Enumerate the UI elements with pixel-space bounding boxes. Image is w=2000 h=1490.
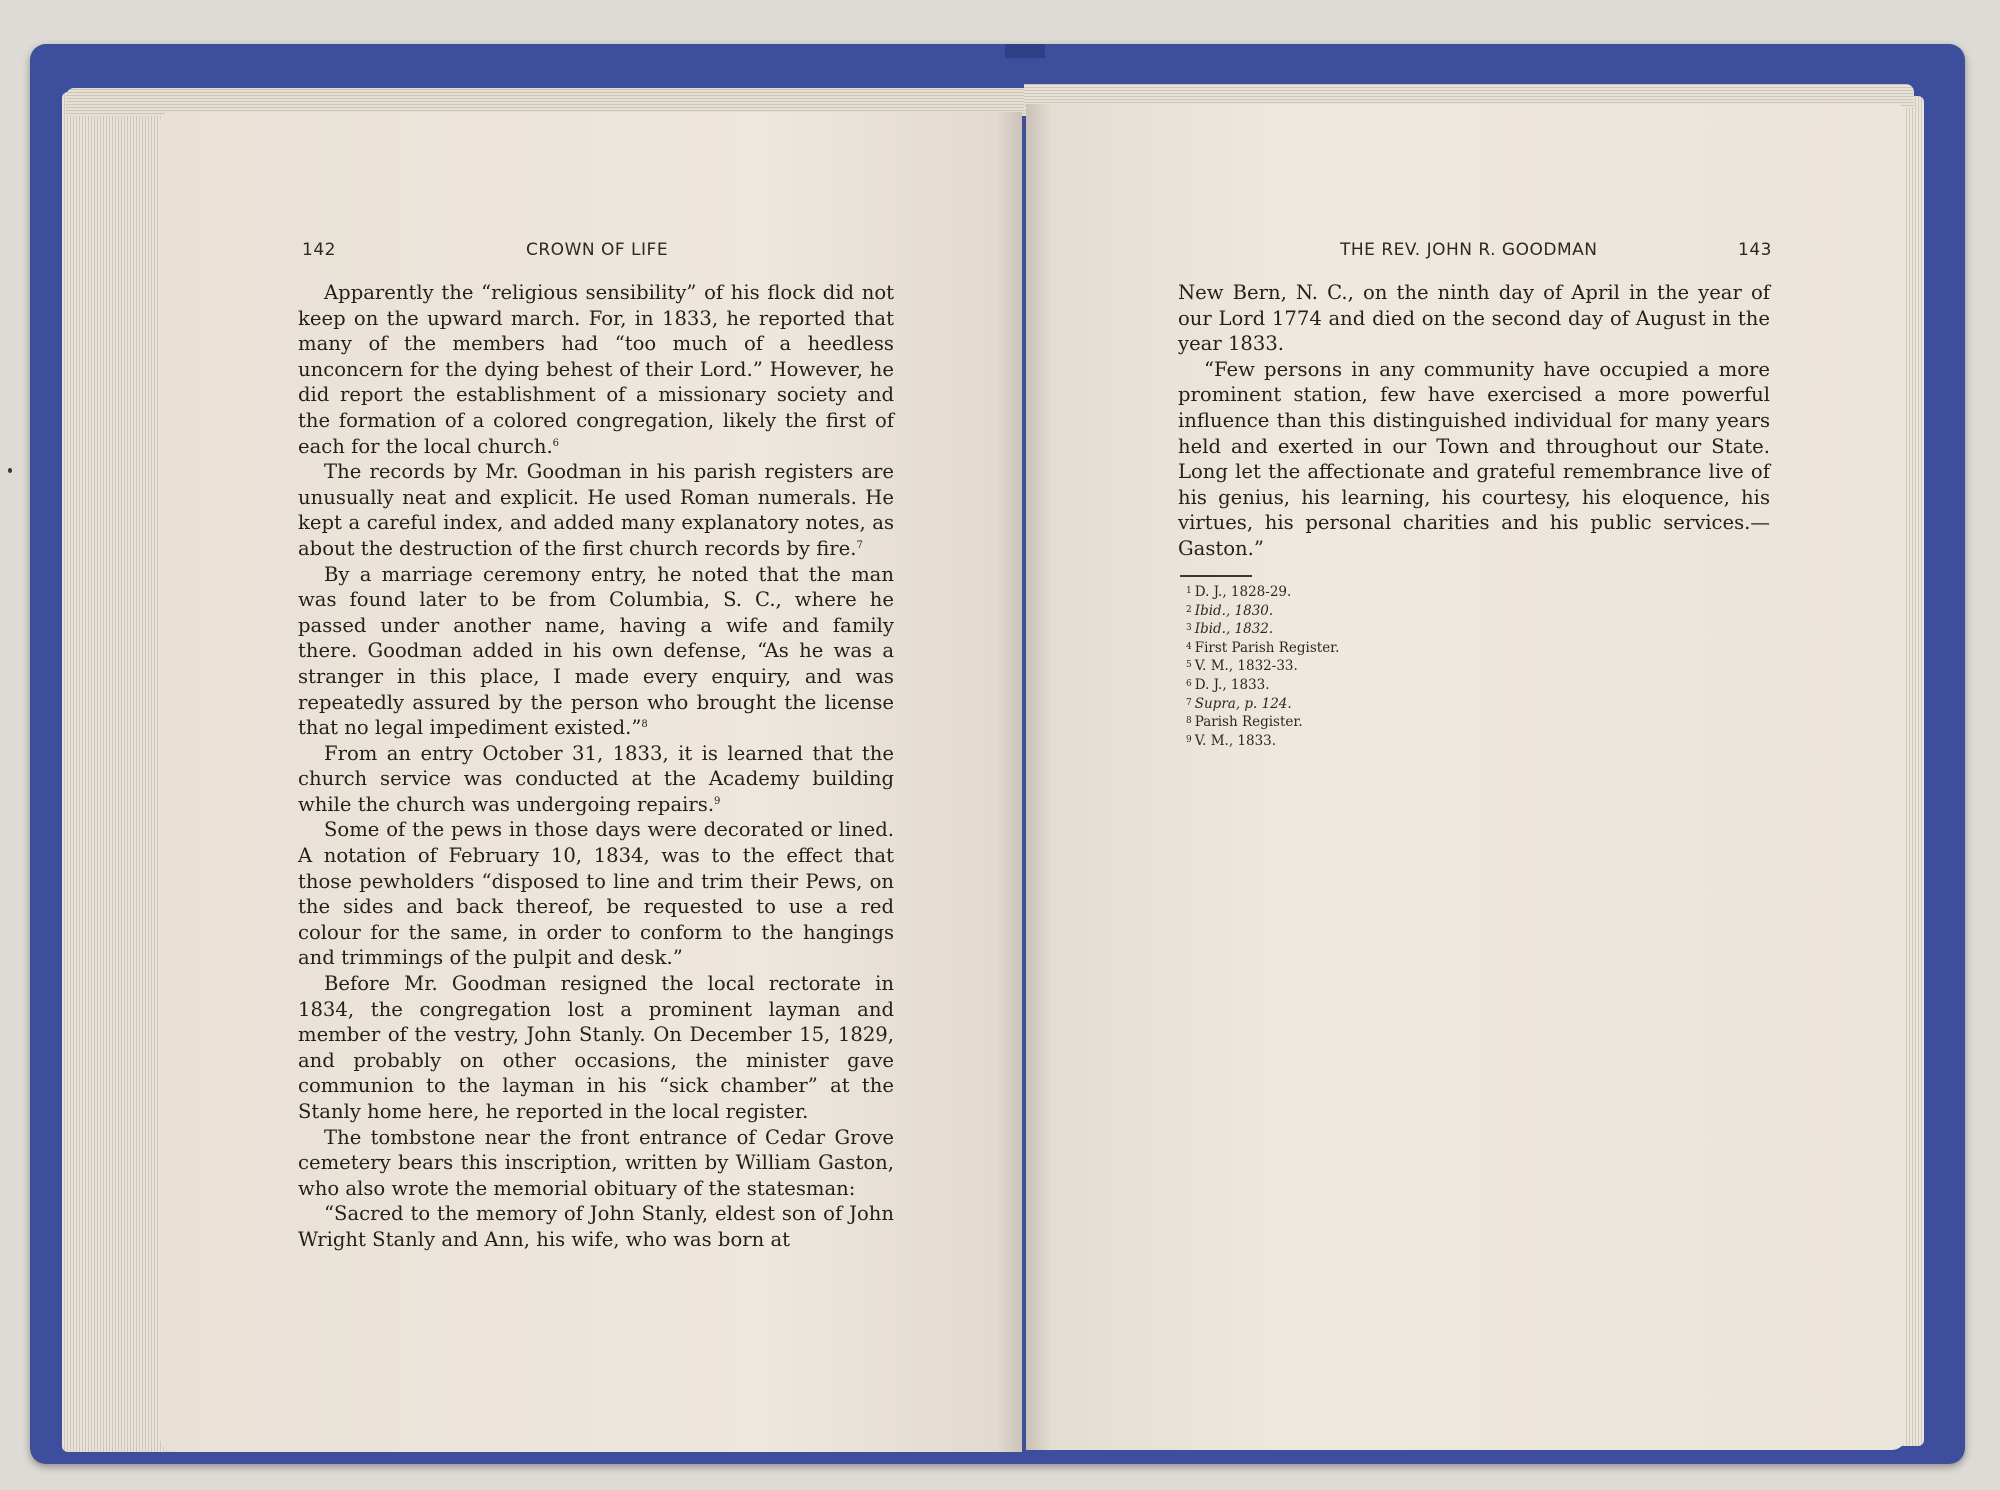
left-running-head: CROWN OF LIFE: [526, 240, 669, 260]
footnote: $^2$ Ibid., 1830.: [1186, 602, 1274, 619]
paragraph: “Sacred to the memory of John Stanly, eldest son of John Wright Stanly and Ann, his wife, who was born at: [298, 1202, 894, 1251]
left-page-number: 142: [302, 240, 336, 260]
footnote: $^3$ Ibid., 1832.: [1186, 621, 1274, 638]
book-spine: [1005, 44, 1045, 58]
footnote: $^4$ First Parish Register.: [1186, 639, 1340, 656]
footnote: $^8$ Parish Register.: [1186, 714, 1303, 731]
footnote: $^5$ V. M., 1832-33.: [1186, 658, 1298, 675]
paragraph: Before Mr. Goodman resigned the local rectorate in 1834, the congregation lost a prominent layman and member of the vestry, John Stanly. On December 15, 1829, and probably on other occasions, the minister gave communion to the layman in his “sick chamber” at the Stanly home here, he reported in the local register.: [298, 972, 894, 1123]
paragraph: “Few persons in any community have occupied a more prominent station, few have exercised a more powerful influence than this distinguished individual for many years held and exerted in our Town and throughout our State. Long let the affectionate and grateful remembrance live of his genius, his learning, his courtesy, his eloquence, his virtues, his personal charities and his public services.—Gaston.”: [1178, 357, 1770, 560]
paragraph: The records by Mr. Goodman in his parish registers are unusually neat and explicit. He used Roman numerals. He kept a careful index, and added many explanatory notes, as about the destruction of the first church records by fire.$^7$: [298, 460, 894, 560]
footnote-ref: 9: [714, 795, 721, 807]
paragraph: Some of the pews in those days were decorated or lined. A notation of February 10, 1834, was to the effect that those pewholders “disposed to line and trim their Pews, on the sides and back thereof, be requested to use a red colour for the same, in order to conform to the hangings and trimmings of the pulpit and desk.”: [298, 818, 894, 970]
page-edges-left: [62, 92, 172, 1452]
footnotes: [1186, 583, 1339, 750]
right-page-number: 143: [1738, 240, 1772, 260]
dust-speck: [8, 468, 12, 473]
footnote-ref: 7: [856, 539, 863, 551]
paragraph: The tombstone near the front entrance of Cedar Grove cemetery bears this inscription, written by William Gaston, who also wrote the memorial obituary of the statesman:: [298, 1125, 894, 1200]
footnote-ref: 6: [552, 437, 560, 449]
paragraph: By a marriage ceremony entry, he noted that the man was found later to be from Columbia, S. C., where he passed under another name, having a wife and family there. Goodman added in his own defense, “As he was a stranger in this place, I made every enquiry, and was repeatedly assured by the person who brought the license that no legal impediment existed.”$^8$: [298, 562, 894, 740]
footnote: $^7$ Supra, p. 124.: [1186, 695, 1292, 712]
left-page-body: [298, 280, 894, 1253]
paragraph: New Bern, N. C., on the ninth day of April in the year of our Lord 1774 and died on the second day of August in the year 1833.: [1178, 281, 1770, 356]
right-page-body: [1178, 280, 1770, 562]
footnote: $^9$ V. M., 1833.: [1186, 732, 1277, 749]
footnote-rule: [1180, 575, 1252, 577]
right-running-head: THE REV. JOHN R. GOODMAN: [1340, 240, 1598, 260]
footnote: $^1$ D. J., 1828-29.: [1186, 584, 1292, 600]
footnote: $^6$ D. J., 1833.: [1186, 676, 1270, 693]
paragraph: Apparently the “religious sensibility” of his flock did not keep on the upward march. For, in 1833, he reported that many of the members had “too much of a heedless unconcern for the dying behest of their Lord.” However, he did report the establishment of a missionary society and the formation of a colored congregation, likely the first of each for the local church.$^6$: [298, 281, 894, 458]
footnote-ref: 8: [641, 719, 648, 731]
paragraph: From an entry October 31, 1833, it is learned that the church service was conducted at the Academy building while the church was undergoing repairs.$^9$: [298, 741, 894, 816]
